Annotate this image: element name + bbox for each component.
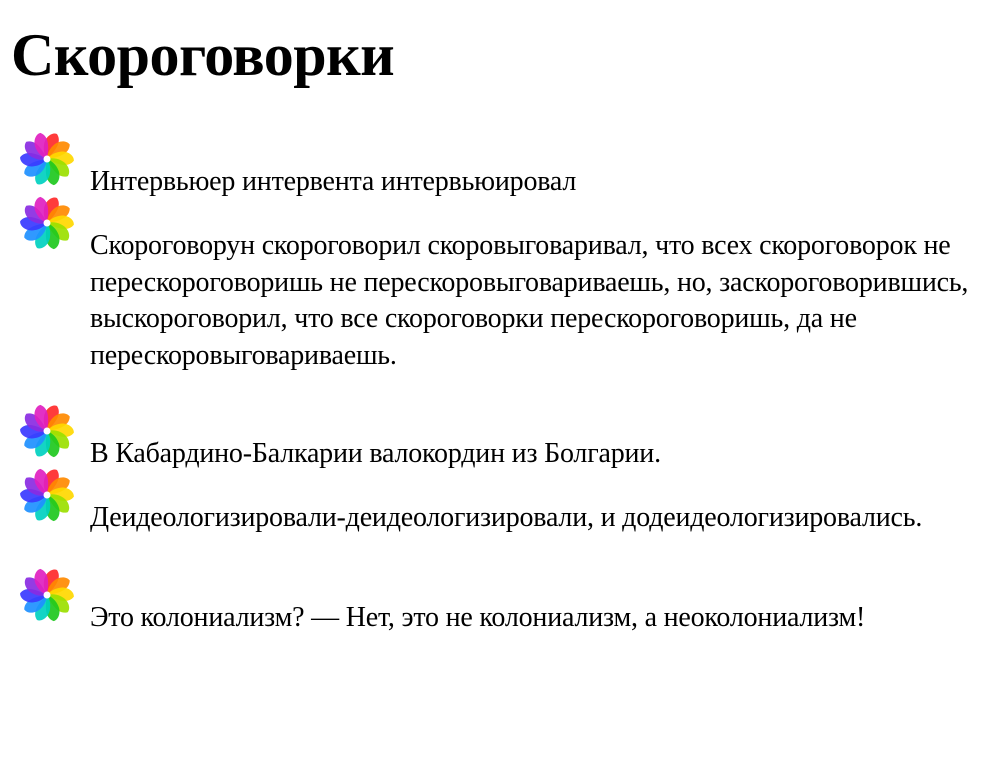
list-item-text: Интервьюер интервента интервьюировал xyxy=(90,166,577,197)
list-item-text: Скороговорун скороговорил скоровыговаривал, что всех скороговорок не перескороговоришь не перескоровыговариваешь, но, заскороговорившись, выскороговорил, что все скороговорки перескороговоришь, да не перескоровыговариваешь. xyxy=(90,230,969,371)
list-item xyxy=(90,500,985,537)
page-title: Скороговорки xyxy=(11,22,395,88)
pinwheel-bullet-icon xyxy=(18,130,76,188)
list-item xyxy=(90,164,985,201)
pinwheel-bullet-icon xyxy=(18,402,76,460)
pinwheel-bullet-icon xyxy=(18,466,76,524)
list-item xyxy=(90,436,985,473)
list-item-text: Это колониализм? — Нет, это не колониализм, а неоколониализм! xyxy=(90,602,866,633)
list-item xyxy=(90,600,985,637)
pinwheel-bullet-icon xyxy=(18,194,76,252)
pinwheel-bullet-icon xyxy=(18,566,76,624)
list-item xyxy=(90,228,985,374)
list-item-text: В Кабардино-Балкарии валокордин из Болгарии. xyxy=(90,438,661,469)
list-item-text: Деидеологизировали-деидеологизировали, и додеидеологизировались. xyxy=(90,502,923,533)
